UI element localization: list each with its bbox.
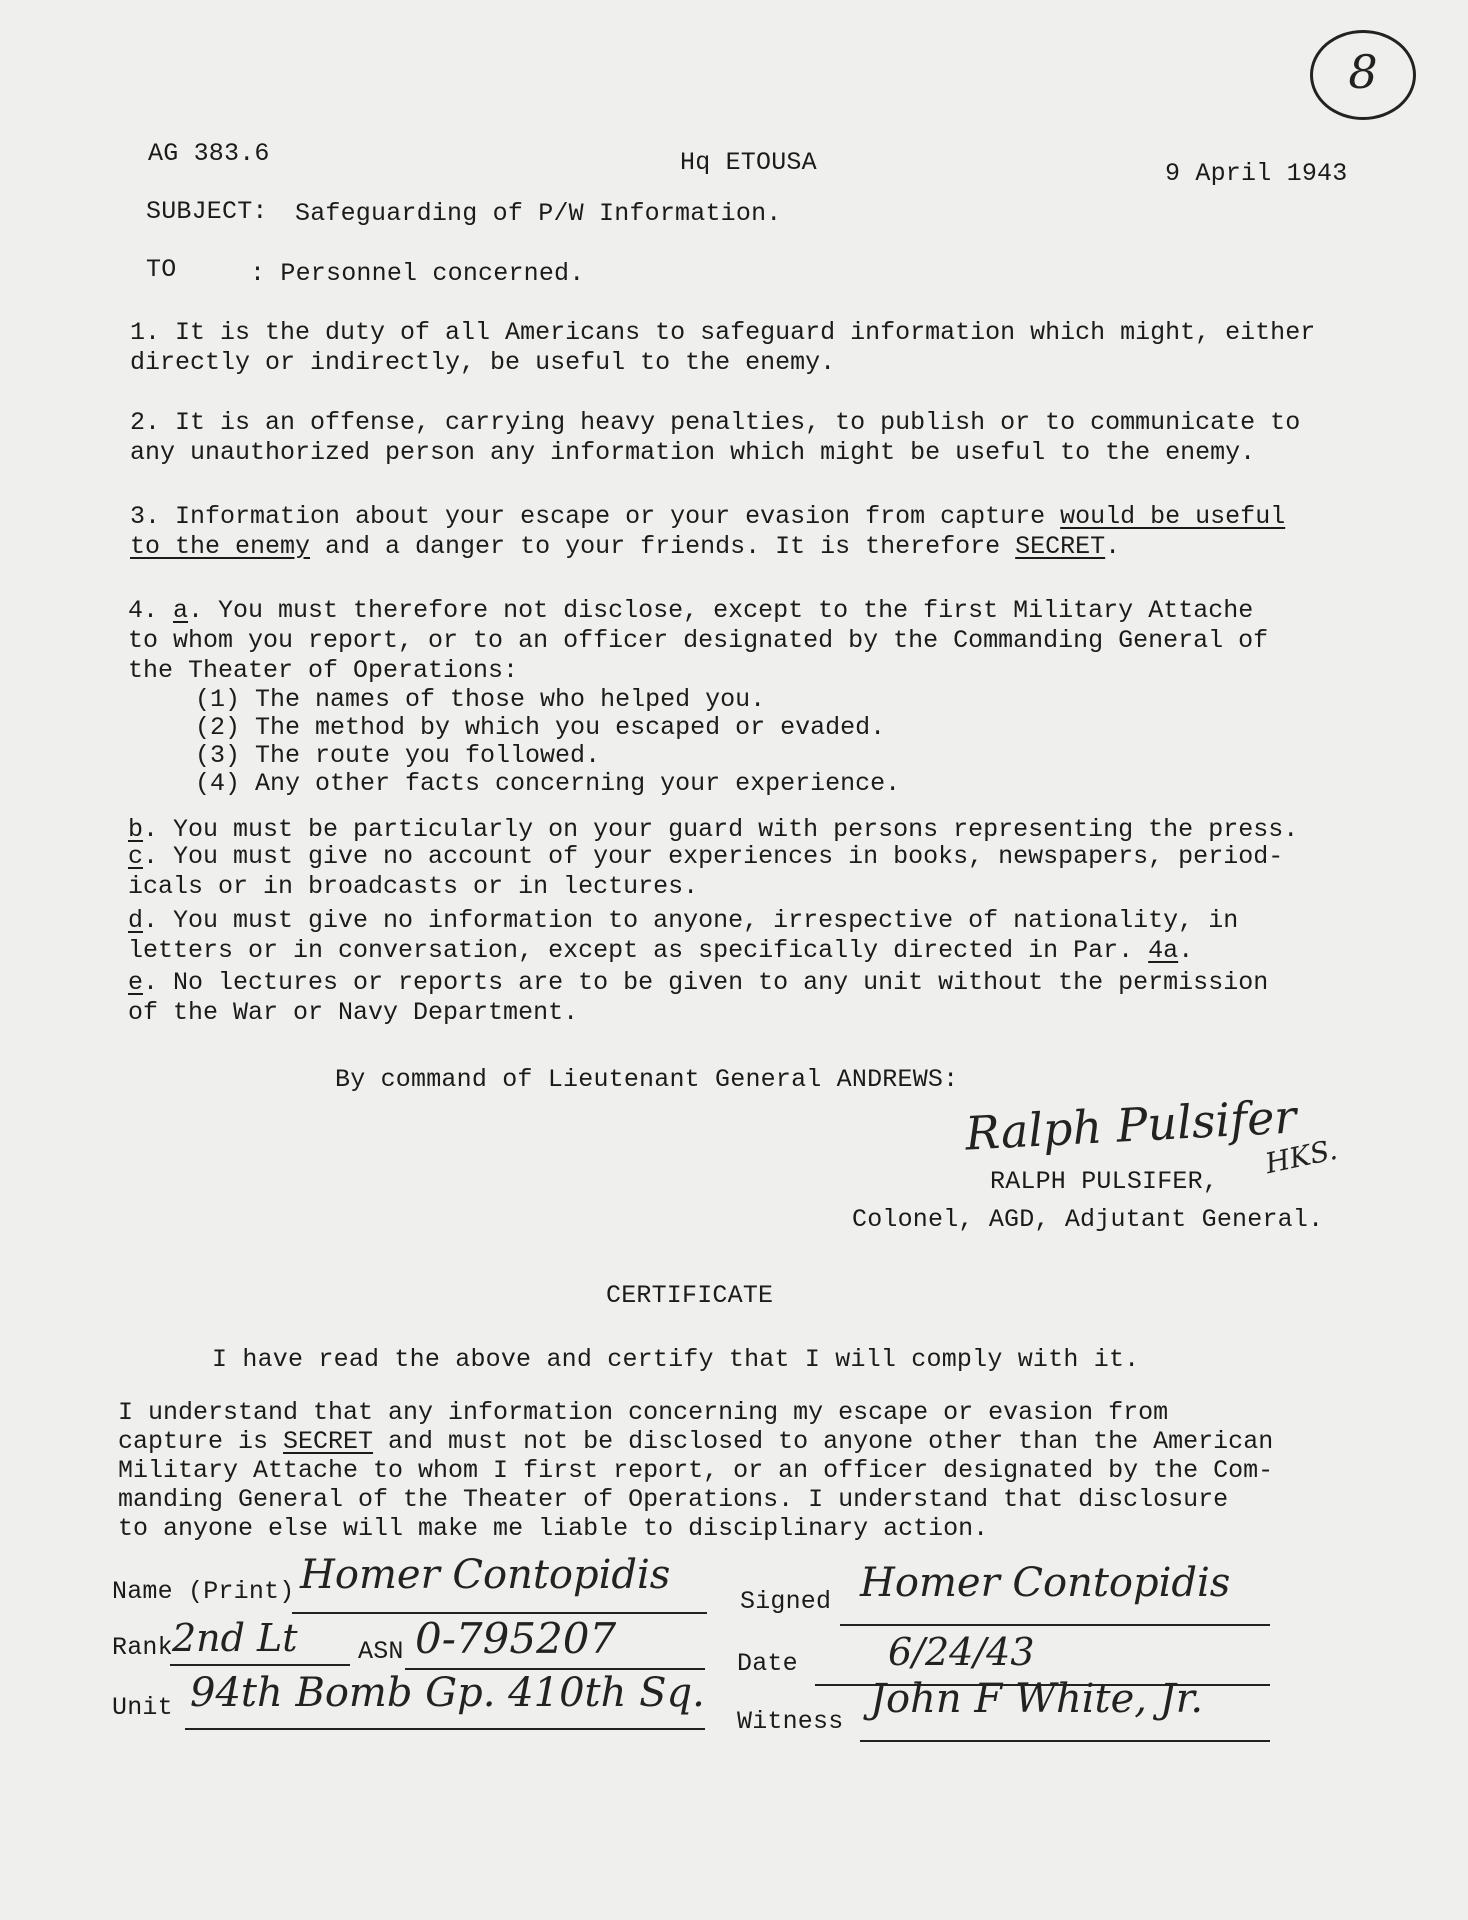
witness-label: Witness — [737, 1707, 844, 1736]
unit-label: Unit — [112, 1693, 173, 1722]
unit-line — [185, 1728, 705, 1730]
signatory-title: Colonel, AGD, Adjutant General. — [852, 1205, 1324, 1234]
to-label: TO — [146, 255, 177, 284]
signed-label: Signed — [740, 1587, 832, 1616]
signature-initials: HKS. — [1262, 1132, 1341, 1181]
name-label: Name (Print) — [112, 1577, 295, 1606]
office-heading: Hq ETOUSA — [680, 148, 817, 177]
signatory-name: RALPH PULSIFER, — [990, 1167, 1219, 1196]
paragraph-4e: e. No lectures or reports are to be given to any unit without the permission of the War or Navy Department. — [128, 968, 1269, 1027]
paragraph-4b: b. You must be particularly on your guard with persons representing the press. — [128, 815, 1299, 844]
subject-label: SUBJECT: — [146, 197, 268, 226]
unit-value: 94th Bomb Gp. 410th Sq. — [190, 1670, 705, 1716]
certificate-title: CERTIFICATE — [606, 1281, 774, 1310]
certificate-statement-2: I understand that any information concerning my escape or evasion from capture is SECRET and must not be disclosed to anyone other than the American Military Attache to whom I first report, or an officer designated by the Com- manding General of the Theater of Operations. I understand that disclosure to anyone else will make me liable to disciplinary action. — [118, 1398, 1274, 1543]
paragraph-4a: 4. a. You must therefore not disclose, except to the first Military Attache to whom you report, or to an officer designated by the Commanding General of the Theater of Operations: — [128, 596, 1269, 685]
rank-line — [170, 1664, 350, 1666]
signed-line — [840, 1624, 1270, 1626]
paragraph-4d: d. You must give no information to anyone, irrespective of nationality, in letters or in conversation, except as specifically directed in Par. 4a. — [128, 906, 1239, 965]
date-value: 6/24/43 — [888, 1630, 1035, 1674]
rank-label: Rank — [112, 1633, 173, 1662]
paragraph-2: 2. It is an offense, carrying heavy penalties, to publish or to communicate to any unauthorized person any information which might be useful to the enemy. — [130, 408, 1301, 467]
command-line: By command of Lieutenant General ANDREWS: — [335, 1065, 959, 1094]
paragraph-1: 1. It is the duty of all Americans to safeguard information which might, either directly or indirectly, be useful to the enemy. — [130, 318, 1316, 377]
subject-text: Safeguarding of P/W Information. — [295, 199, 782, 228]
witness-line — [860, 1740, 1270, 1742]
document-date: 9 April 1943 — [1165, 159, 1348, 188]
signed-value: Homer Contopidis — [860, 1560, 1231, 1606]
witness-value: John F White, Jr. — [870, 1676, 1204, 1722]
asn-value: 0-795207 — [415, 1614, 617, 1663]
file-number: AG 383.6 — [148, 139, 270, 168]
date-label: Date — [737, 1649, 798, 1678]
adjutant-signature: Ralph Pulsifer — [963, 1089, 1298, 1161]
paragraph-4c: c. You must give no account of your experiences in books, newspapers, period- icals or in broadcasts or in lectures. — [128, 842, 1284, 901]
asn-label: ASN — [358, 1637, 404, 1666]
page-number: 8 — [1348, 45, 1378, 99]
paragraph-4a-list: (1) The names of those who helped you. (2) The method by which you escaped or evaded. (3) The route you followed. (4) Any other facts concerning your experience. — [195, 685, 901, 798]
certificate-statement-1: I have read the above and certify that I will comply with it. — [212, 1345, 1140, 1374]
paragraph-3: 3. Information about your escape or your evasion from capture would be useful to the enemy and a danger to your friends. It is therefore SECRET. — [130, 502, 1286, 561]
name-value: Homer Contopidis — [300, 1552, 671, 1598]
rank-value: 2nd Lt — [172, 1616, 298, 1660]
page-number-circle — [1310, 30, 1416, 120]
to-text: : Personnel concerned. — [250, 259, 585, 288]
